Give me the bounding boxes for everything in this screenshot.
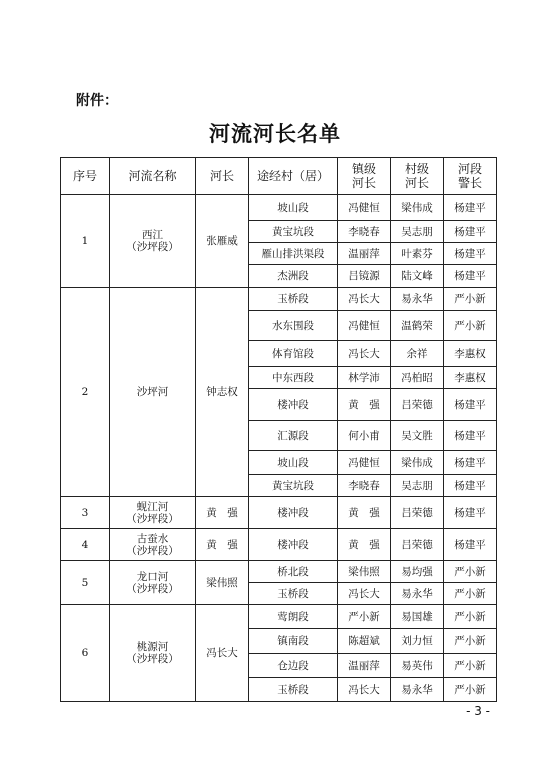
cell-town-chief: 梁伟照 bbox=[338, 561, 391, 583]
cell-town-chief: 吕镜源 bbox=[338, 265, 391, 288]
cell-village-chief: 吕荣德 bbox=[391, 389, 444, 421]
cell-chief: 黄 强 bbox=[196, 497, 249, 529]
cell-chief: 钟志权 bbox=[196, 288, 249, 497]
cell-police-chief: 杨建平 bbox=[444, 497, 497, 529]
cell-segment: 玉桥段 bbox=[249, 583, 338, 605]
table-row bbox=[61, 529, 497, 561]
cell-chief: 梁伟照 bbox=[196, 561, 249, 605]
header-village-chief: 村级 河长 bbox=[391, 158, 444, 195]
header-river: 河流名称 bbox=[110, 158, 196, 195]
cell-town-chief: 黄 强 bbox=[338, 389, 391, 421]
cell-village-chief: 叶素芬 bbox=[391, 243, 444, 265]
cell-police-chief: 杨建平 bbox=[444, 243, 497, 265]
table-row bbox=[61, 605, 497, 629]
cell-town-chief: 何小甫 bbox=[338, 421, 391, 451]
cell-river: 西江 （沙坪段） bbox=[110, 195, 196, 288]
cell-town-chief: 冯健恒 bbox=[338, 311, 391, 341]
cell-police-chief: 严小新 bbox=[444, 311, 497, 341]
cell-police-chief: 李惠权 bbox=[444, 367, 497, 389]
cell-segment: 杰洲段 bbox=[249, 265, 338, 288]
cell-town-chief: 温丽萍 bbox=[338, 654, 391, 678]
cell-river: 古蚕水 （沙坪段） bbox=[110, 529, 196, 561]
table-row bbox=[61, 497, 497, 529]
cell-village-chief: 吕荣德 bbox=[391, 529, 444, 561]
cell-segment: 仓边段 bbox=[249, 654, 338, 678]
cell-segment: 中东西段 bbox=[249, 367, 338, 389]
cell-town-chief: 温丽萍 bbox=[338, 243, 391, 265]
cell-police-chief: 严小新 bbox=[444, 561, 497, 583]
cell-town-chief: 冯健恒 bbox=[338, 195, 391, 221]
cell-village-chief: 易永华 bbox=[391, 288, 444, 311]
cell-town-chief: 冯长大 bbox=[338, 288, 391, 311]
cell-town-chief: 冯长大 bbox=[338, 583, 391, 605]
cell-segment: 黄宝坑段 bbox=[249, 221, 338, 243]
cell-police-chief: 杨建平 bbox=[444, 221, 497, 243]
cell-segment: 玉桥段 bbox=[249, 678, 338, 702]
cell-river: 桃源河 （沙坪段） bbox=[110, 605, 196, 702]
cell-police-chief: 杨建平 bbox=[444, 475, 497, 497]
header-town-chief: 镇级 河长 bbox=[338, 158, 391, 195]
cell-village-chief: 易均强 bbox=[391, 561, 444, 583]
cell-town-chief: 冯健恒 bbox=[338, 451, 391, 475]
cell-town-chief: 林学沛 bbox=[338, 367, 391, 389]
header-seq: 序号 bbox=[61, 158, 110, 195]
cell-police-chief: 杨建平 bbox=[444, 421, 497, 451]
header-chief: 河长 bbox=[196, 158, 249, 195]
cell-village-chief: 余祥 bbox=[391, 341, 444, 367]
cell-police-chief: 杨建平 bbox=[444, 529, 497, 561]
cell-village-chief: 梁伟成 bbox=[391, 195, 444, 221]
cell-segment: 体育馆段 bbox=[249, 341, 338, 367]
cell-village-chief: 吕荣德 bbox=[391, 497, 444, 529]
cell-village-chief: 吴志朋 bbox=[391, 221, 444, 243]
cell-police-chief: 杨建平 bbox=[444, 451, 497, 475]
table-row bbox=[61, 195, 497, 221]
cell-segment: 桥北段 bbox=[249, 561, 338, 583]
attachment-label: 附件： bbox=[76, 93, 118, 109]
cell-village-chief: 吴文胜 bbox=[391, 421, 444, 451]
cell-police-chief: 杨建平 bbox=[444, 195, 497, 221]
document-title: 河流河长名单 bbox=[209, 121, 341, 146]
cell-town-chief: 严小新 bbox=[338, 605, 391, 629]
table-row bbox=[61, 288, 497, 311]
cell-river: 蚬江河 （沙坪段） bbox=[110, 497, 196, 529]
cell-chief: 黄 强 bbox=[196, 529, 249, 561]
cell-police-chief: 严小新 bbox=[444, 654, 497, 678]
cell-town-chief: 李晓春 bbox=[338, 221, 391, 243]
cell-village-chief: 冯柏昭 bbox=[391, 367, 444, 389]
cell-segment: 楼冲段 bbox=[249, 389, 338, 421]
cell-town-chief: 冯长大 bbox=[338, 678, 391, 702]
cell-chief: 冯长大 bbox=[196, 605, 249, 702]
cell-village-chief: 梁伟成 bbox=[391, 451, 444, 475]
header-police-chief: 河段 警长 bbox=[444, 158, 497, 195]
cell-segment: 玉桥段 bbox=[249, 288, 338, 311]
cell-chief: 张雁威 bbox=[196, 195, 249, 288]
cell-village-chief: 刘力恒 bbox=[391, 629, 444, 654]
cell-seq: 2 bbox=[61, 288, 110, 497]
cell-town-chief: 李晓春 bbox=[338, 475, 391, 497]
cell-seq: 1 bbox=[61, 195, 110, 288]
cell-segment: 楼冲段 bbox=[249, 529, 338, 561]
header-village: 途经村（居） bbox=[249, 158, 338, 195]
cell-village-chief: 吴志朋 bbox=[391, 475, 444, 497]
cell-seq: 5 bbox=[61, 561, 110, 605]
cell-seq: 6 bbox=[61, 605, 110, 702]
cell-town-chief: 陈超斌 bbox=[338, 629, 391, 654]
cell-village-chief: 易英伟 bbox=[391, 654, 444, 678]
cell-police-chief: 严小新 bbox=[444, 678, 497, 702]
cell-segment: 雁山排洪渠段 bbox=[249, 243, 338, 265]
cell-segment: 莺朗段 bbox=[249, 605, 338, 629]
cell-police-chief: 严小新 bbox=[444, 605, 497, 629]
cell-segment: 坡山段 bbox=[249, 451, 338, 475]
cell-river: 沙坪河 bbox=[110, 288, 196, 497]
cell-seq: 3 bbox=[61, 497, 110, 529]
cell-seq: 4 bbox=[61, 529, 110, 561]
cell-river: 龙口河 （沙坪段） bbox=[110, 561, 196, 605]
cell-village-chief: 温鹤荣 bbox=[391, 311, 444, 341]
cell-segment: 楼冲段 bbox=[249, 497, 338, 529]
cell-village-chief: 易永华 bbox=[391, 583, 444, 605]
cell-town-chief: 冯长大 bbox=[338, 341, 391, 367]
page-number: - 3 - bbox=[466, 704, 490, 718]
cell-segment: 坡山段 bbox=[249, 195, 338, 221]
cell-segment: 黄宝坑段 bbox=[249, 475, 338, 497]
cell-police-chief: 李惠权 bbox=[444, 341, 497, 367]
cell-police-chief: 严小新 bbox=[444, 583, 497, 605]
cell-segment: 汇源段 bbox=[249, 421, 338, 451]
cell-town-chief: 黄 强 bbox=[338, 497, 391, 529]
river-chief-table bbox=[60, 157, 497, 702]
cell-village-chief: 易永华 bbox=[391, 678, 444, 702]
cell-village-chief: 易国雄 bbox=[391, 605, 444, 629]
cell-police-chief: 严小新 bbox=[444, 288, 497, 311]
cell-segment: 水东围段 bbox=[249, 311, 338, 341]
cell-segment: 镇南段 bbox=[249, 629, 338, 654]
cell-police-chief: 严小新 bbox=[444, 629, 497, 654]
cell-town-chief: 黄 强 bbox=[338, 529, 391, 561]
cell-village-chief: 陆文峰 bbox=[391, 265, 444, 288]
cell-police-chief: 杨建平 bbox=[444, 265, 497, 288]
cell-police-chief: 杨建平 bbox=[444, 389, 497, 421]
table-row bbox=[61, 561, 497, 583]
table-header-row bbox=[61, 158, 497, 195]
